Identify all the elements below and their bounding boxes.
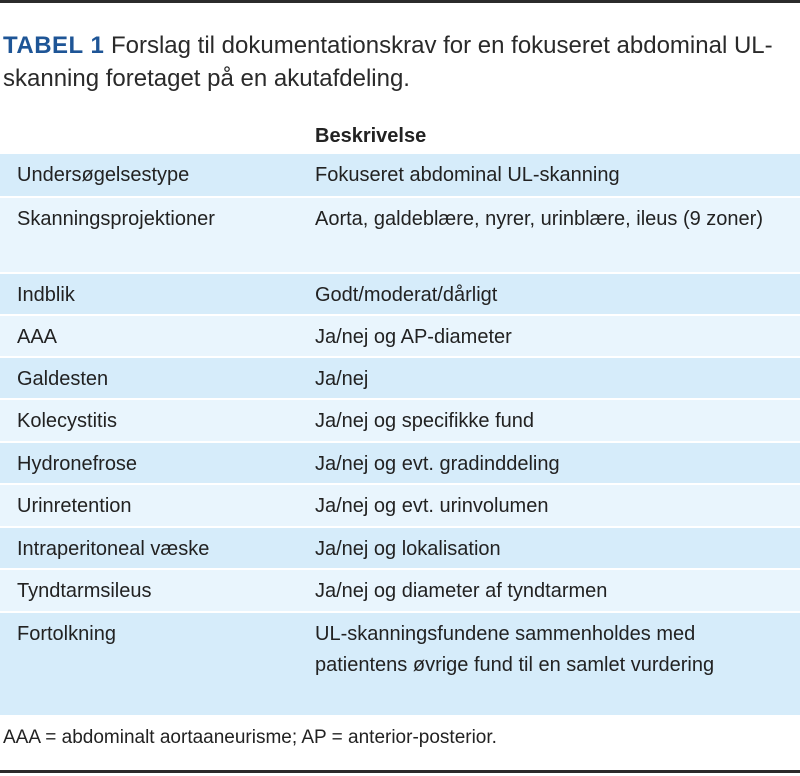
table-footnote: AAA = abdominalt aortaaneurisme; AP = anterior-posterior. (3, 727, 497, 748)
table-row (0, 526, 800, 568)
row-description: Ja/nej (315, 368, 369, 390)
column-header-description: Beskrivelse (315, 125, 427, 147)
row-term: Kolecystitis (17, 410, 118, 432)
row-term: Galdesten (17, 368, 109, 390)
table-row (0, 356, 800, 398)
row-term: Indblik (17, 284, 75, 306)
row-description: Ja/nej og diameter af tyndtarmen (315, 580, 608, 602)
table-row (0, 272, 800, 314)
row-description: Ja/nej og specifikke fund (315, 410, 535, 432)
row-term: AAA (17, 326, 58, 348)
row-description: Ja/nej og evt. gradinddeling (315, 453, 560, 475)
table-row (0, 196, 800, 272)
row-description: Aorta, galdeblære, nyrer, urinblære, ileus (9 zoner) (315, 208, 763, 230)
row-term: Skanningsprojektioner (17, 208, 215, 230)
row-description: Godt/moderat/dårligt (315, 284, 498, 306)
row-description: Fokuseret abdominal UL-skanning (315, 164, 620, 186)
row-description: Ja/nej og evt. urinvolumen (315, 495, 549, 517)
row-term: Intraperitoneal væske (17, 538, 210, 560)
table-row (0, 398, 800, 441)
table-header-row (0, 116, 800, 154)
row-term: Hydronefrose (17, 453, 138, 475)
table-row (0, 314, 800, 356)
row-description: Ja/nej og AP-diameter (315, 326, 512, 348)
row-term: Tyndtarmsileus (17, 580, 152, 602)
caption-text: Forslag til dokumentationskrav for en fokuseret abdominal UL-skanning foretaget på en akutafdeling. (3, 32, 773, 92)
top-rule (0, 0, 800, 3)
table-row (0, 568, 800, 611)
table-caption (3, 29, 793, 95)
row-term: Undersøgelsestype (17, 164, 190, 186)
table-row (0, 611, 800, 715)
row-description: Ja/nej og lokalisation (315, 538, 501, 560)
documentation-table (0, 116, 800, 715)
bottom-rule (0, 770, 800, 773)
table-row (0, 483, 800, 526)
row-term: Fortolkning (17, 623, 116, 645)
row-term: Urinretention (17, 495, 132, 517)
row-description: UL-skanningsfundene sammenholdes med patientens øvrige fund til en samlet vurdering (315, 623, 715, 676)
table-row (0, 441, 800, 483)
table-label: TABEL 1 (3, 32, 105, 59)
table-row (0, 154, 800, 196)
